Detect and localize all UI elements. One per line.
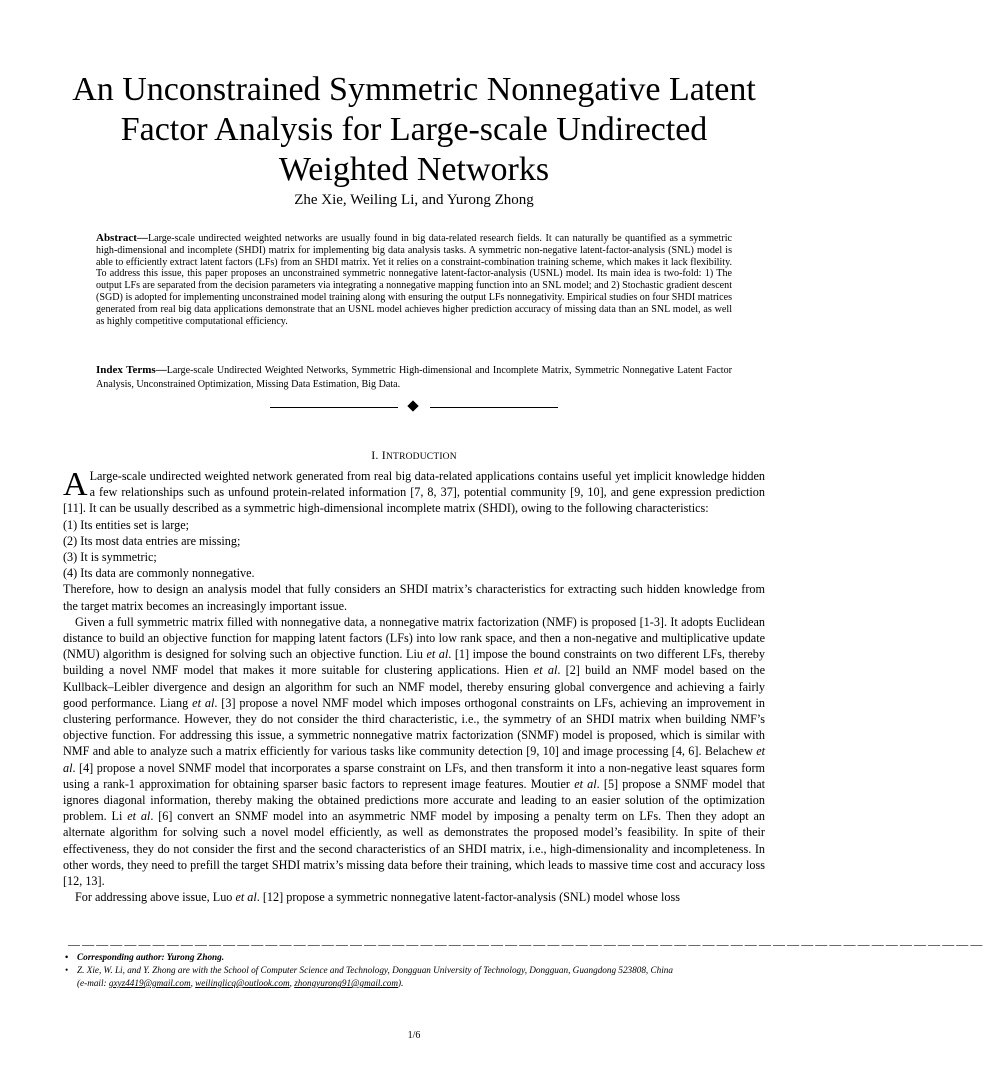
page-number: 1/6	[407, 1030, 421, 1041]
characteristics-list	[63, 517, 765, 582]
section-title-rest: NTRODUCTION	[386, 452, 457, 462]
paper-title: An Unconstrained Symmetric Nonnegative Latent Factor Analysis for Large-scale Undirected Weighted Networks	[72, 71, 756, 188]
abstract	[96, 233, 732, 327]
list-item: (4) Its data are commonly nonnegative.	[63, 566, 255, 581]
email-link[interactable]: gxyz4419@gmail.com	[108, 978, 191, 988]
footnotes	[65, 951, 765, 990]
divider-line-left	[270, 407, 398, 408]
index-terms-text: Large-scale Undirected Weighted Networks, Symmetric High-dimensional and Incomplete Matrix, Symmetric Nonnegative Latent Factor Analysis, Unconstrained Optimization, Missing Data Estimation, Big Data.	[96, 365, 732, 390]
abstract-label: Abstract—	[96, 232, 148, 244]
list-item: (1) Its entities set is large;	[63, 517, 190, 532]
divider-line-right	[430, 407, 558, 408]
section-divider	[270, 400, 560, 414]
list-item: (3) It is symmetric;	[63, 550, 157, 565]
section-heading-introduction	[0, 448, 828, 463]
intro-paragraph-2: Therefore, how to design an analysis model that fully considers an SHDI matrix’s characteristics for extracting such hidden knowledge from the target matrix becomes an increasingly important issue.	[63, 582, 765, 613]
index-terms	[96, 364, 732, 391]
email-link[interactable]: zhongyurong91@gmail.com	[294, 978, 399, 988]
footnote-affiliation: • Z. Xie, W. Li, and Y. Zhong are with the School of Computer Science and Technology, Dongguan University of Technology, Dongguan, Guangdong 523808, China (e-mail: gxyz4419@gmail.com, weilinglicq@outlook.com, zhongyurong91@gmail.com).	[65, 964, 765, 990]
footnote-separator: —————————————————————————————————————————————————————————————————	[68, 937, 985, 951]
drop-cap: A	[63, 466, 88, 503]
intro-paragraph-4: For addressing above issue, Luo et al. [12] propose a symmetric nonnegative latent-factor-analysis (SNL) model whose loss	[75, 890, 680, 905]
email-link[interactable]: weilinglicq@outlook.com	[195, 978, 290, 988]
abstract-text: Large-scale undirected weighted networks are usually found in big data-related research fields. It can naturally be quantified as a symmetric high-dimensional and incomplete (SHDI) matrix for implementing big data analysis tasks. A symmetric non-negative latent-factor-analysis (SNL) model is able to efficiently extract latent factors (LFs) from an SHDI matrix. Yet it relies on a constraint-combination training scheme, which makes it lack flexibility. To address this issue, this paper proposes an unconstrained symmetric nonnegative latent-factor-analysis (USNL) model. Its main idea is two-fold: 1) The output LFs are separated from the decision parameters via integrating a nonnegative mapping function into an SNL model; and 2) Stochastic gradient descent (SGD) is adopted for implementing unconstrained model training along with ensuring the output LFs nonnegativity. Empirical studies on four SHDI matrices generated from real big data applications demonstrate that an USNL model achieves higher prediction accuracy of missing data than an SNL model, as well as highly competitive computational efficiency.	[96, 233, 732, 327]
section-first-letter: I	[381, 448, 386, 462]
intro-paragraph-3: Given a full symmetric matrix filled with nonnegative data, a nonnegative matrix factorization (NMF) is proposed [1-3]. It adopts Euclidean distance to build an objective function for mapping latent factors (LFs) into low rank space, and then a non-negative and multiplicative update (NMU) algorithm is designed for solving such an objective function. Liu et al. [1] impose the bound constraints on two different LFs, thereby building a novel NMF model that makes it more suitable for clustering applications. Hien et al. [2] build an NMF model based on the Kullback–Leibler divergence and design an algorithm for such an NMF model, thereby ensuring global convergence and achieving a fairly good performance. Liang et al. [3] propose a novel NMF model which imposes orthogonal constraints on LFs, achieving an improvement in clustering performance. However, they do not consider the third characteristic, i.e., the symmetry of an SHDI matrix when building NMF’s objective function. For addressing this issue, a symmetric nonnegative matrix factorization (SNMF) model is proposed, which is similar with NMF and able to analyze such a matrix efficiently for various tasks like community detection [9, 10] and image processing [4, 6]. Belachew et al. [4] propose a novel SNMF model that incorporates a sparse constraint on LFs, and then transform it into a non-negative least squares form using a rank-1 approximation for obtaining sparser basic factors to represent image features. Moutier et al. [5] propose a SNMF model that ignores diagonal information, thereby making the obtained predictions more accurate and leading to an easier solution of the optimization problem. Li et al. [6] convert an SNMF model into an asymmetric NMF model by imposing a penalty term on LFs. Then they adopt an alternate algorithm for solving such a novel model efficiently, as well as demonstrates the proposed model’s feasibility. In spite of their effectiveness, they do not consider the first and the second characteristics of an SHDI matrix, i.e., high-dimensionality and incompleteness. In other words, they need to prefill the target SHDI matrix’s missing data before their training, which leads to massive time cost and accuracy loss [12, 13].	[63, 614, 766, 889]
section-number: I.	[371, 448, 382, 462]
index-terms-label: Index Terms—	[96, 364, 167, 376]
author-list: Zhe Xie, Weiling Li, and Yurong Zhong	[294, 192, 534, 208]
introduction-body	[63, 468, 765, 905]
footnote-corresponding-author: • Corresponding author: Yurong Zhong.	[65, 951, 765, 964]
divider-diamond-icon	[407, 400, 418, 411]
intro-paragraph-1: A Large-scale undirected weighted network generated from real big data-related applications contains useful yet implicit knowledge hidden a few relationships such as unfound protein-related information [7, 8, 37], potential community [9, 10], and gene expression prediction [11]. It can be usually described as a symmetric high-dimensional incomplete matrix (SHDI), owing to the following characteristics:	[63, 466, 765, 516]
list-item: (2) Its most data entries are missing;	[63, 533, 241, 548]
